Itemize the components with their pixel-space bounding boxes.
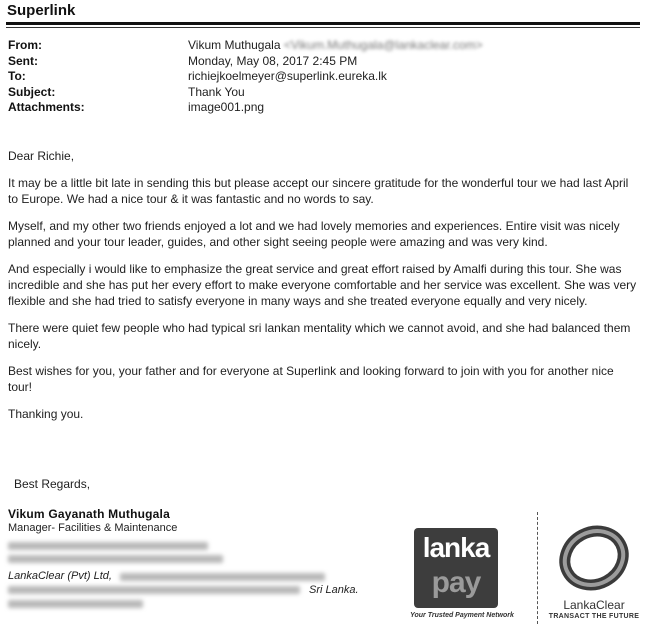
to-label: To:	[8, 69, 26, 84]
from-value	[188, 38, 483, 54]
redacted-contact-line	[8, 555, 223, 563]
lankapay-word-pay: pay	[431, 566, 481, 599]
lankaclear-logo	[544, 514, 644, 626]
header-rule-thin	[6, 27, 640, 28]
body-paragraph: Best wishes for you, your father and for everyone at Superlink and looking forward to join with you for another nice tour!	[8, 364, 614, 394]
lankapay-tagline: Your Trusted Payment Network	[410, 612, 514, 619]
sent-row	[8, 54, 483, 70]
sent-label: Sent:	[8, 53, 38, 68]
signature-company	[8, 570, 112, 582]
organization-title: Superlink	[7, 2, 76, 19]
body-paragraph: Myself, and my other two friends enjoyed a lot and we had lovely memories and experiences. Entire visit was nicely planned and your tour leader, guides, and other sight seeing people were amazing and was very kind.	[8, 219, 620, 249]
body-paragraph: It may be a little bit late in sending this but please accept our sincere gratitude for the wonderful tour we had last April to Europe. We had a nice tour & it was fantastic and no words to say.	[8, 176, 629, 206]
sent-value: Monday, May 08, 2017 2:45 PM	[188, 53, 358, 68]
subject-value: Thank You	[188, 84, 245, 99]
from-row	[8, 38, 483, 54]
redacted-address-line	[8, 586, 300, 594]
thanks-line: Thanking you.	[8, 407, 84, 421]
from-name: Vikum Muthugala	[188, 38, 281, 52]
company-name: LankaClear (Pvt) Ltd,	[8, 570, 112, 582]
signature-name: Vikum Gayanath Muthugala	[8, 507, 170, 521]
attachments-value: image001.png	[188, 100, 265, 115]
lankapay-logo	[402, 520, 522, 620]
email-body	[8, 148, 640, 433]
logo-divider	[537, 512, 538, 624]
from-label: From:	[8, 38, 42, 52]
redacted-website-line	[8, 600, 143, 608]
lankapay-badge	[414, 528, 498, 608]
subject-label: Subject:	[8, 84, 56, 99]
to-row	[8, 69, 483, 85]
lankaclear-ring-icon	[556, 516, 632, 596]
attachments-label: Attachments:	[8, 100, 85, 115]
lankaclear-name: LankaClear	[563, 598, 625, 612]
closing-regards: Best Regards,	[14, 477, 91, 491]
to-value: richiejkoelmeyer@superlink.eureka.lk	[188, 69, 387, 84]
greeting: Dear Richie,	[8, 149, 75, 163]
from-email: <Vikum.Muthugala@lankaclear.com>	[283, 38, 483, 52]
signature-country: Sri Lanka.	[309, 584, 359, 596]
signature-title: Manager- Facilities & Maintenance	[8, 522, 178, 534]
attachments-row	[8, 100, 483, 116]
redacted-address-line	[120, 573, 325, 581]
email-headers	[8, 38, 483, 116]
body-paragraph: And especially i would like to emphasize the great service and great effort raised by Amalfi during this tour. She was incredible and she has put her every effort to make everyone comfortable and her service was excellent. She was very flexible and she had tried to satisfy everyone in many ways and she treated everyone equally and very nicely.	[8, 262, 637, 308]
redacted-contact-line	[8, 542, 208, 550]
header-rule-thick	[6, 22, 640, 25]
lankaclear-tagline: TRANSACT THE FUTURE	[548, 613, 640, 620]
body-paragraph: There were quiet few people who had typical sri lankan mentality which we cannot avoid, and she had balanced them nicely.	[8, 321, 631, 351]
lankapay-word-lanka: lanka	[422, 532, 490, 563]
subject-row	[8, 85, 483, 101]
